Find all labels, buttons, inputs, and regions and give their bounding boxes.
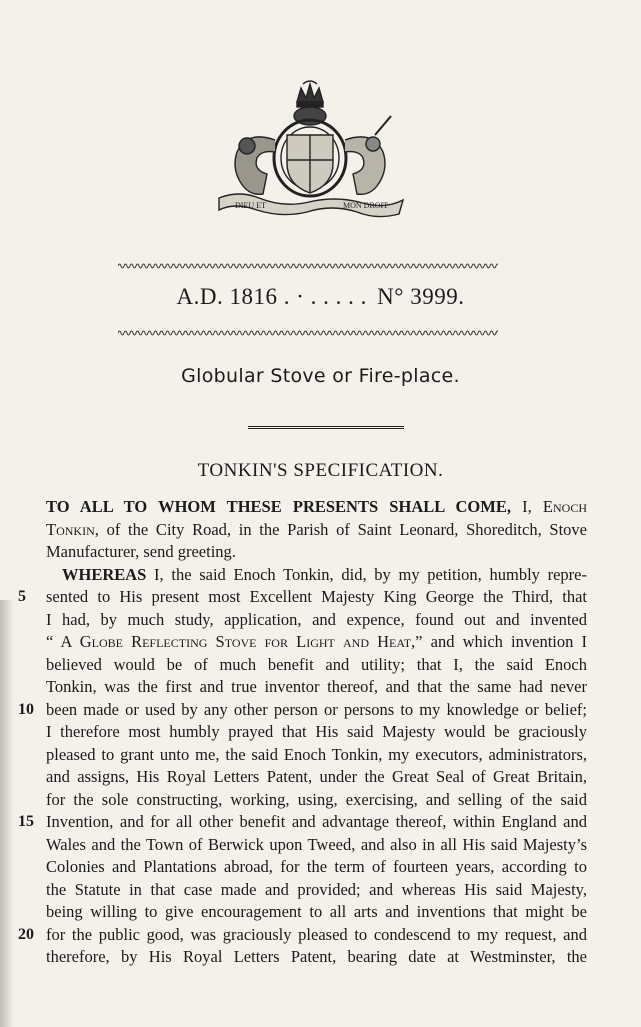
text-run: the Statute in that case made and provided; and whereas His said Majesty, [46, 879, 587, 899]
text-run: Wales and the Town of Berwick upon Tweed, and also in all His said Majesty’s [46, 834, 587, 854]
svg-text:DIEU ET: DIEU ET [235, 201, 266, 210]
text-run: been made or used by any other person or persons to my knowledge or belief; [46, 699, 587, 719]
text-line [46, 676, 587, 699]
text-line [46, 834, 587, 857]
text-line [46, 609, 587, 632]
leader-dots: . · . . . . . [283, 284, 367, 309]
patent-number-line [0, 284, 641, 310]
text-line [46, 744, 587, 767]
text-run: Enoch [542, 497, 588, 516]
svg-text:MON DROIT: MON DROIT [343, 201, 389, 210]
text-run: WHEREAS [62, 564, 147, 584]
text-run: I had, by much study, application, and expence, found out and invented [46, 609, 587, 629]
text-run: I, [510, 497, 543, 516]
patent-number: N° 3999. [377, 284, 465, 309]
text-run: Tonkin [46, 519, 95, 539]
ornamental-wavy-rule-bottom [118, 329, 498, 337]
text-run: for the sole constructing, working, using, exercising, and selling of the said [46, 789, 587, 809]
text-line [18, 586, 587, 609]
text-run: Colonies and Plantations abroad, for the term of fourteen years, according to [46, 857, 587, 876]
text-line [46, 564, 587, 587]
text-line [46, 654, 587, 677]
text-run: , of the City Road, in the Parish of Saint Leonard, Shoreditch, Stove [94, 519, 587, 539]
text-line [46, 631, 587, 654]
text-run: I therefore most humbly prayed that His said Majesty would be graciously [46, 722, 587, 741]
text-line [18, 811, 587, 834]
text-line [46, 789, 587, 812]
specification-body [18, 496, 588, 969]
text-run: being willing to give encouragement to all arts and inventions that might be [46, 902, 587, 921]
text-run: believed would be of much benefit and utility; that I, the said Enoch [46, 654, 587, 674]
text-run: TO ALL TO WHOM THESE PRESENTS SHALL COME, [46, 497, 511, 516]
text-run: Manufacturer, send greeting. [46, 542, 236, 561]
text-run: I, the said Enoch Tonkin, did, by my petition, humbly repre- [146, 564, 587, 584]
ad-year: A.D. 1816 [176, 284, 278, 309]
text-line [46, 901, 587, 924]
text-line [46, 946, 587, 969]
text-line [46, 519, 587, 542]
text-run: pleased to grant unto me, the said Enoch Tonkin, my executors, administrators, [46, 744, 587, 764]
line-number: 15 [18, 813, 34, 830]
text-run: “ A [46, 632, 80, 651]
invention-title: Globular Stove or Fire-place. [181, 365, 460, 387]
page-edge-shadow [0, 600, 14, 1027]
text-run: for the public good, was graciously pleased to condescend to my request, and [46, 924, 587, 944]
line-number: 5 [18, 588, 26, 605]
ornamental-wavy-rule-top [118, 262, 498, 270]
text-run: sented to His present most Excellent Majesty King George the Third, that [46, 587, 587, 606]
text-run: ,” and which invention I [411, 632, 588, 651]
text-line [46, 879, 587, 902]
text-run: therefore, by His Royal Letters Patent, bearing date at Westminster, the [46, 947, 587, 966]
text-line [46, 496, 587, 519]
text-line [18, 924, 587, 947]
specification-heading: TONKIN'S SPECIFICATION. [197, 460, 444, 481]
line-number: 10 [18, 700, 34, 718]
text-run: and assigns, His Royal Letters Patent, under the Great Seal of Great Britain, [46, 767, 587, 786]
royal-coat-of-arms-icon [205, 80, 415, 220]
text-run: Tonkin, was the first and true inventor thereof, and that the same had never [46, 677, 587, 696]
text-line [46, 541, 587, 564]
text-run: Invention, and for all other benefit and advantage thereof, within England and [46, 812, 587, 831]
text-line [46, 721, 587, 744]
text-line [18, 699, 587, 722]
double-rule-divider [248, 426, 404, 429]
text-line [46, 766, 587, 789]
text-line [46, 856, 587, 879]
text-run: Globe Reflecting Stove for Light and Heat [79, 632, 412, 651]
line-number: 20 [18, 925, 34, 943]
